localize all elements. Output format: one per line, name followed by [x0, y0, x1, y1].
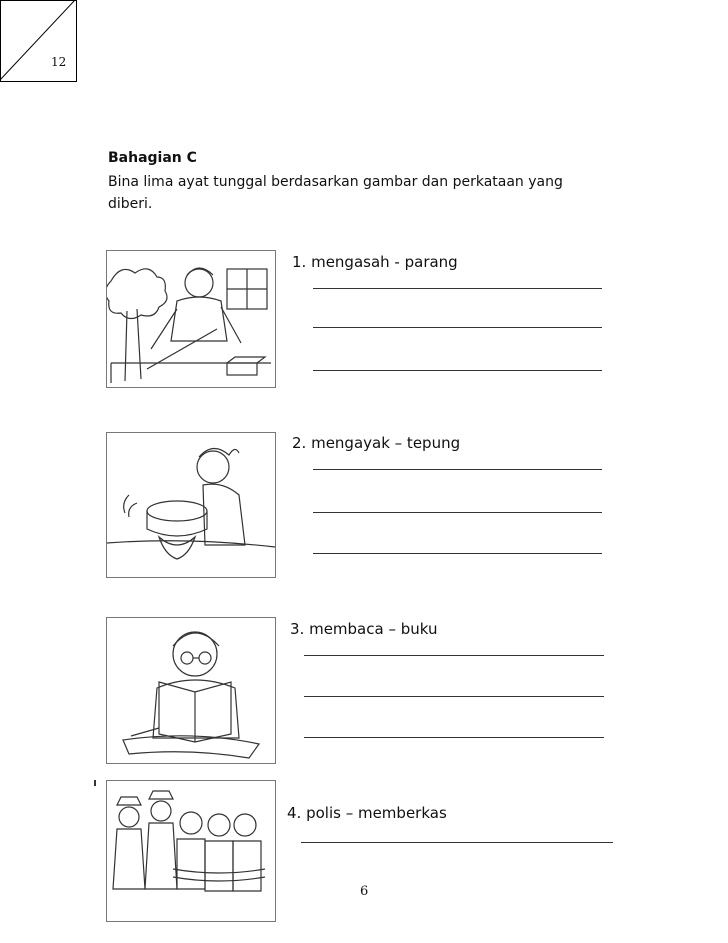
score-box — [0, 0, 77, 82]
boy-reading-book-picture — [106, 617, 276, 764]
police-arresting-suspects-picture — [106, 780, 276, 922]
reading-boy-drawing — [107, 618, 275, 763]
question-3-answer-line-1[interactable] — [304, 655, 604, 656]
section-instruction: Bina lima ayat tunggal berdasarkan gambar dan perkataan yang diberi. — [108, 174, 563, 212]
question-1-answer-line-3[interactable] — [313, 370, 602, 371]
page-number: 6 — [360, 884, 369, 899]
question-1-answer-line-2[interactable] — [313, 327, 602, 328]
question-1-answer-line-1[interactable] — [313, 288, 602, 289]
question-2-answer-line-1[interactable] — [313, 469, 602, 470]
question-2-label: 2. mengayak – tepung — [292, 434, 461, 452]
scan-mark — [94, 780, 96, 786]
question-2-answer-line-2[interactable] — [313, 512, 602, 513]
machete-sharpening-drawing — [107, 251, 275, 387]
score-value: 12 — [51, 55, 67, 69]
question-1-label: 1. mengasah - parang — [292, 253, 458, 271]
man-sharpening-machete-picture — [106, 250, 276, 388]
question-3-label: 3. membaca – buku — [290, 620, 438, 638]
police-arrest-drawing — [107, 781, 275, 921]
section-title: Bahagian C — [108, 150, 197, 166]
girl-sifting-flour-picture — [106, 432, 276, 578]
flour-sifting-drawing — [107, 433, 275, 577]
question-2-answer-line-3[interactable] — [313, 553, 602, 554]
question-3-answer-line-3[interactable] — [304, 737, 604, 738]
question-4-label: 4. polis – memberkas — [287, 804, 447, 822]
question-3-answer-line-2[interactable] — [304, 696, 604, 697]
question-4-answer-line-1[interactable] — [301, 842, 613, 843]
